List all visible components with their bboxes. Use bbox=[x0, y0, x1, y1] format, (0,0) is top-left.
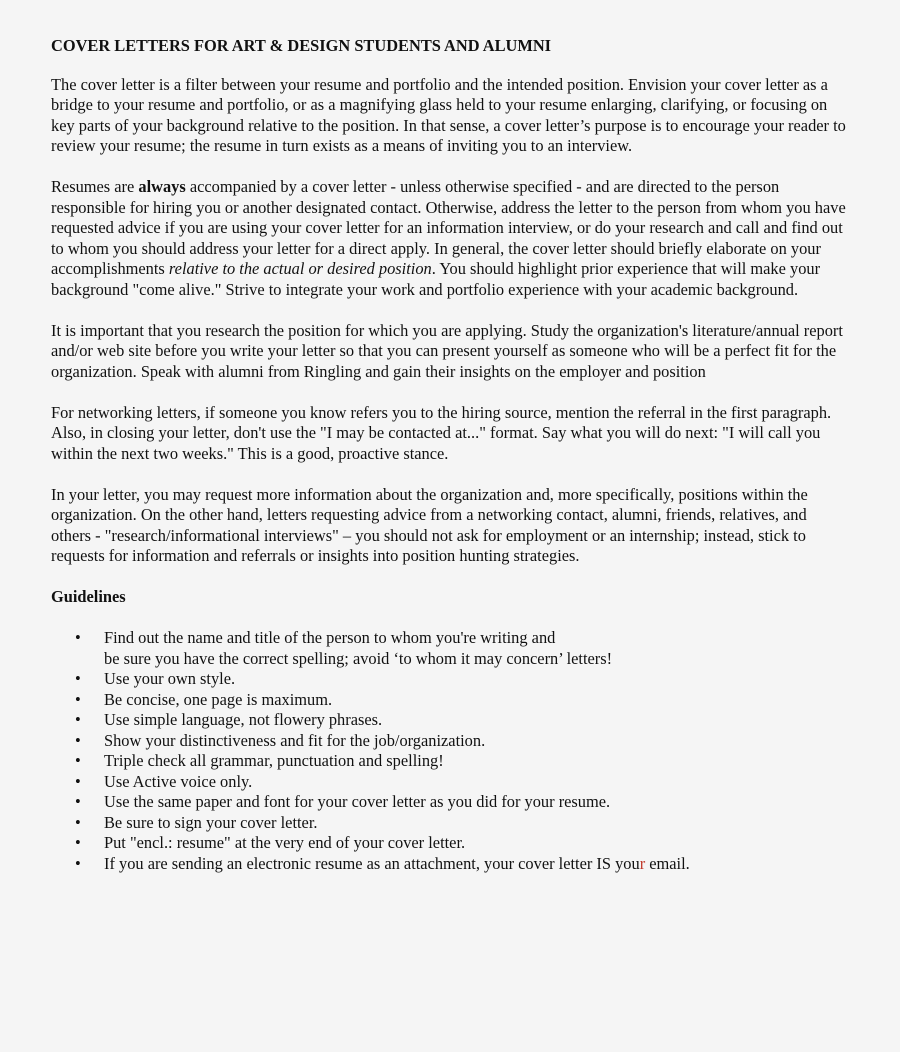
list-item-text: Use your own style. bbox=[104, 669, 236, 688]
document-title: COVER LETTERS FOR ART & DESIGN STUDENTS AND ALUMNI bbox=[51, 36, 552, 55]
list-item-text: Be concise, one page is maximum. bbox=[104, 689, 333, 709]
bullet-icon: • bbox=[75, 751, 81, 770]
list-item-text: be sure you have the correct spelling; avoid ‘to whom it may concern’ letters! bbox=[104, 648, 613, 668]
emphasis-relative-position: relative to the actual or desired position bbox=[168, 259, 432, 278]
list-item bbox=[51, 628, 850, 669]
list-item bbox=[51, 751, 850, 772]
bullet-icon: • bbox=[75, 628, 81, 647]
bullet-icon: • bbox=[75, 730, 81, 750]
list-item bbox=[51, 833, 850, 854]
list-item-text: Be sure to sign your cover letter. bbox=[104, 812, 318, 832]
list-item bbox=[51, 854, 850, 875]
list-item bbox=[51, 731, 850, 752]
bullet-icon: • bbox=[75, 833, 81, 852]
list-item-text: Triple check all grammar, punctuation and spelling! bbox=[104, 751, 444, 770]
bullet-icon: • bbox=[75, 710, 81, 729]
paragraph-resumes bbox=[51, 177, 850, 300]
list-item bbox=[51, 792, 850, 813]
list-item-text: Show your distinctiveness and fit for the job/organization. bbox=[104, 730, 486, 750]
paragraph-resumes-part-c: . You should highlight prior experience that will make your background "come alive." Strive to integrate your work and portfolio experience with your academic background. bbox=[51, 259, 821, 299]
bullet-icon: • bbox=[75, 812, 81, 832]
list-item bbox=[51, 669, 850, 690]
list-item-text: Use Active voice only. bbox=[104, 771, 253, 791]
list-item bbox=[51, 813, 850, 834]
paragraph-resumes-part-a: Resumes are bbox=[51, 177, 139, 196]
guidelines-list bbox=[51, 628, 850, 874]
bullet-icon: • bbox=[75, 771, 81, 791]
paragraph-research: It is important that you research the position for which you are applying. Study the organization's literature/annual report and/or web site before you write your letter so that you can present yourself as someone who will be a perfect fit for the organization. Speak with alumni from Ringling and gain their insights on the employer and position bbox=[51, 320, 843, 381]
accent-letter: r bbox=[639, 853, 646, 873]
list-item-text: Find out the name and title of the person to whom you're writing and bbox=[104, 628, 556, 647]
list-item bbox=[51, 690, 850, 711]
paragraph-intro: The cover letter is a filter between your resume and portfolio and the intended position. Envision your cover letter as a bridge to your resume and portfolio, or as a magnifying glass held to your resume enlarging, clarifying, or focusing on key parts of your background relative to the position. In that sense, a cover letter’s purpose is to encourage your reader to review your resume; the resume in turn exists as a means of inviting you to an interview. bbox=[51, 74, 846, 155]
list-item-text: If you are sending an electronic resume as an attachment, your cover letter IS you bbox=[104, 853, 640, 873]
list-item bbox=[51, 772, 850, 793]
bullet-icon: • bbox=[75, 853, 81, 873]
list-item-text: Use simple language, not flowery phrases. bbox=[104, 710, 383, 729]
list-item-text: email. bbox=[645, 853, 690, 873]
list-item-text: Use the same paper and font for your cover letter as you did for your resume. bbox=[104, 792, 611, 811]
emphasis-always: always bbox=[138, 177, 186, 196]
paragraph-requests: In your letter, you may request more information about the organization and, more specifically, positions within the organization. On the other hand, letters requesting advice from a networking contact, alumni, friends, relatives, and others - "research/informational interviews" – you should not ask for employment or an internship; instead, stick to requests for information and referrals or insights into position hunting strategies. bbox=[51, 484, 808, 565]
bullet-icon: • bbox=[75, 689, 81, 709]
guidelines-heading: Guidelines bbox=[51, 587, 126, 606]
paragraph-networking: For networking letters, if someone you know refers you to the hiring source, mention the referral in the first paragraph. Also, in closing your letter, don't use the "I may be contacted at..." format. Say what you will do next: "I will call you within the next two weeks." This is a good, proactive stance. bbox=[51, 402, 832, 463]
bullet-icon: • bbox=[75, 792, 81, 811]
list-item bbox=[51, 710, 850, 731]
list-item-text: Put "encl.: resume" at the very end of your cover letter. bbox=[104, 833, 466, 852]
bullet-icon: • bbox=[75, 669, 81, 688]
paragraph-resumes-part-b: accompanied by a cover letter - unless otherwise specified - and are directed to the person responsible for hiring you or another designated contact. Otherwise, address the letter to the person from whom you have requested advice if you are using your cover letter for an information interview, or do your research and call and find out to whom you should address your letter for a direct apply. In general, the cover letter should briefly elaborate on your accomplishments bbox=[51, 177, 846, 278]
